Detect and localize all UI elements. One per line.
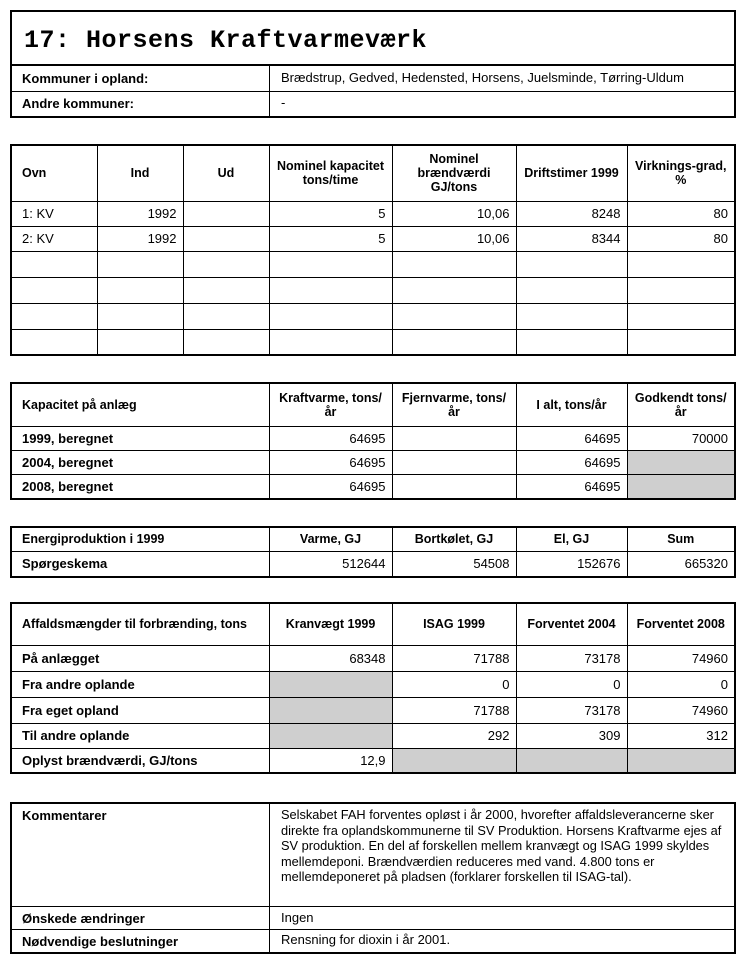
affald-header-cell: ISAG 1999 xyxy=(392,604,516,645)
table-cell: 64695 xyxy=(516,426,627,450)
kommentarer-label: Kommentarer xyxy=(12,804,270,906)
table-cell: 12,9 xyxy=(269,748,392,772)
table-cell: Spørgeskema xyxy=(12,551,269,576)
table-cell: 0 xyxy=(516,671,627,697)
table-cell: 2008, beregnet xyxy=(12,474,269,498)
andre-kommuner-row xyxy=(12,92,734,116)
table-cell: 309 xyxy=(516,723,627,748)
table-row xyxy=(12,723,734,748)
table-cell: 0 xyxy=(627,671,734,697)
table-cell: 1: KV xyxy=(12,201,97,226)
table-cell: Fra eget opland xyxy=(12,697,269,723)
energi-table xyxy=(10,526,736,578)
ovne-header-row xyxy=(12,146,734,201)
table-cell xyxy=(392,474,516,498)
table-cell: 73178 xyxy=(516,697,627,723)
table-cell: 665320 xyxy=(627,551,734,576)
kapacitet-header-cell: I alt, tons/år xyxy=(516,384,627,426)
table-cell-shaded xyxy=(269,671,392,697)
table-cell: På anlægget xyxy=(12,645,269,671)
ovne-header-cell: Nominel brændværdi GJ/tons xyxy=(392,146,516,201)
affald-header-row xyxy=(12,604,734,645)
table-cell: 71788 xyxy=(392,645,516,671)
affald-header-cell: Affaldsmængder til forbrænding, tons xyxy=(12,604,269,645)
beslutninger-row xyxy=(12,930,734,952)
kommuner-label: Kommuner i opland: xyxy=(12,66,270,91)
table-cell: 1999, beregnet xyxy=(12,426,269,450)
table-cell: 80 xyxy=(627,226,734,251)
table-row-empty xyxy=(12,277,734,303)
kapacitet-header-cell: Kraftvarme, tons/år xyxy=(269,384,392,426)
page-title: 17: Horsens Kraftvarmeværk xyxy=(12,12,734,66)
affald-header-cell: Forventet 2008 xyxy=(627,604,734,645)
table-cell: 64695 xyxy=(516,474,627,498)
table-cell: 71788 xyxy=(392,697,516,723)
table-cell: 64695 xyxy=(269,426,392,450)
beslutninger-label: Nødvendige beslutninger xyxy=(12,930,270,952)
table-cell: 74960 xyxy=(627,697,734,723)
table-row xyxy=(12,426,734,450)
table-cell: 64695 xyxy=(516,450,627,474)
table-cell-shaded xyxy=(516,748,627,772)
table-cell: 80 xyxy=(627,201,734,226)
table-row xyxy=(12,551,734,576)
table-cell: 54508 xyxy=(392,551,516,576)
table-row xyxy=(12,748,734,772)
kapacitet-header-cell: Godkendt tons/år xyxy=(627,384,734,426)
table-cell-shaded xyxy=(269,697,392,723)
ovne-table xyxy=(10,144,736,356)
table-cell: 1992 xyxy=(97,226,183,251)
table-row xyxy=(12,201,734,226)
beslutninger-value: Rensning for dioxin i år 2001. xyxy=(281,932,451,947)
kapacitet-header-row xyxy=(12,384,734,426)
energi-header-cell: Bortkølet, GJ xyxy=(392,528,516,551)
kommuner-row xyxy=(12,66,734,92)
kapacitet-header-cell: Fjernvarme, tons/år xyxy=(392,384,516,426)
table-cell xyxy=(392,450,516,474)
table-cell-shaded xyxy=(392,748,516,772)
andre-label: Andre kommuner: xyxy=(12,92,270,116)
table-cell-shaded xyxy=(269,723,392,748)
onskede-row xyxy=(12,907,734,930)
header-block xyxy=(10,10,736,118)
table-cell: 5 xyxy=(269,201,392,226)
table-cell: 10,06 xyxy=(392,201,516,226)
table-row-empty xyxy=(12,251,734,277)
table-row xyxy=(12,226,734,251)
ovne-header-cell: Virknings-grad, % xyxy=(627,146,734,201)
table-cell: 0 xyxy=(392,671,516,697)
table-cell-shaded xyxy=(627,474,734,498)
kommentarer-row xyxy=(12,804,734,907)
kapacitet-table xyxy=(10,382,736,500)
table-cell xyxy=(392,426,516,450)
onskede-value: Ingen xyxy=(281,910,314,925)
table-cell: 10,06 xyxy=(392,226,516,251)
ovne-header-cell: Driftstimer 1999 xyxy=(516,146,627,201)
table-cell: 8344 xyxy=(516,226,627,251)
table-cell: 64695 xyxy=(269,450,392,474)
table-row-empty xyxy=(12,303,734,329)
table-cell: 1992 xyxy=(97,201,183,226)
affald-table xyxy=(10,602,736,774)
table-cell: Oplyst brændværdi, GJ/tons xyxy=(12,748,269,772)
energi-header-cell: Energiproduktion i 1999 xyxy=(12,528,269,551)
ovne-header-cell: Ovn xyxy=(12,146,97,201)
table-cell xyxy=(183,226,269,251)
kapacitet-header-cell: Kapacitet på anlæg xyxy=(12,384,269,426)
table-row xyxy=(12,671,734,697)
ovne-header-cell: Nominel kapacitet tons/time xyxy=(269,146,392,201)
onskede-label: Ønskede ændringer xyxy=(12,907,270,929)
table-cell-shaded xyxy=(627,748,734,772)
table-cell: 70000 xyxy=(627,426,734,450)
energi-header-row xyxy=(12,528,734,551)
table-cell: 8248 xyxy=(516,201,627,226)
table-cell: 68348 xyxy=(269,645,392,671)
table-cell: 5 xyxy=(269,226,392,251)
table-cell: 74960 xyxy=(627,645,734,671)
kommentarer-block xyxy=(10,802,736,954)
affald-header-cell: Kranvægt 1999 xyxy=(269,604,392,645)
table-cell: 73178 xyxy=(516,645,627,671)
table-cell: 292 xyxy=(392,723,516,748)
table-cell-shaded xyxy=(627,450,734,474)
table-cell: 2004, beregnet xyxy=(12,450,269,474)
table-cell: 64695 xyxy=(269,474,392,498)
table-row xyxy=(12,450,734,474)
table-cell: 512644 xyxy=(269,551,392,576)
table-cell xyxy=(183,201,269,226)
table-row xyxy=(12,645,734,671)
table-cell: 152676 xyxy=(516,551,627,576)
energi-header-cell: El, GJ xyxy=(516,528,627,551)
kommuner-value: Brædstrup, Gedved, Hedensted, Horsens, Juelsminde, Tørring-Uldum xyxy=(281,70,684,85)
table-row xyxy=(12,474,734,498)
table-cell: 2: KV xyxy=(12,226,97,251)
affald-header-cell: Forventet 2004 xyxy=(516,604,627,645)
table-cell: 312 xyxy=(627,723,734,748)
table-cell: Til andre oplande xyxy=(12,723,269,748)
kommentarer-text: Selskabet FAH forventes opløst i år 2000, hvorefter affaldsleverancerne sker direkte fra oplandskommunerne til SV Produktion. Horsens Kraftvarme ejes af SV produktion. En del af forskellen mellem kranvægt og ISAG 1999 skyldes mellemdeponi. Brændværdien reduceres med vand. 4.800 tons er mellemdeponeret på pladsen (forklarer forskellen til ISAG-tal). xyxy=(281,807,722,885)
andre-value: - xyxy=(281,95,286,110)
table-cell: Fra andre oplande xyxy=(12,671,269,697)
table-row xyxy=(12,697,734,723)
energi-header-cell: Sum xyxy=(627,528,734,551)
ovne-header-cell: Ind xyxy=(97,146,183,201)
ovne-header-cell: Ud xyxy=(183,146,269,201)
energi-header-cell: Varme, GJ xyxy=(269,528,392,551)
table-row-empty xyxy=(12,329,734,354)
